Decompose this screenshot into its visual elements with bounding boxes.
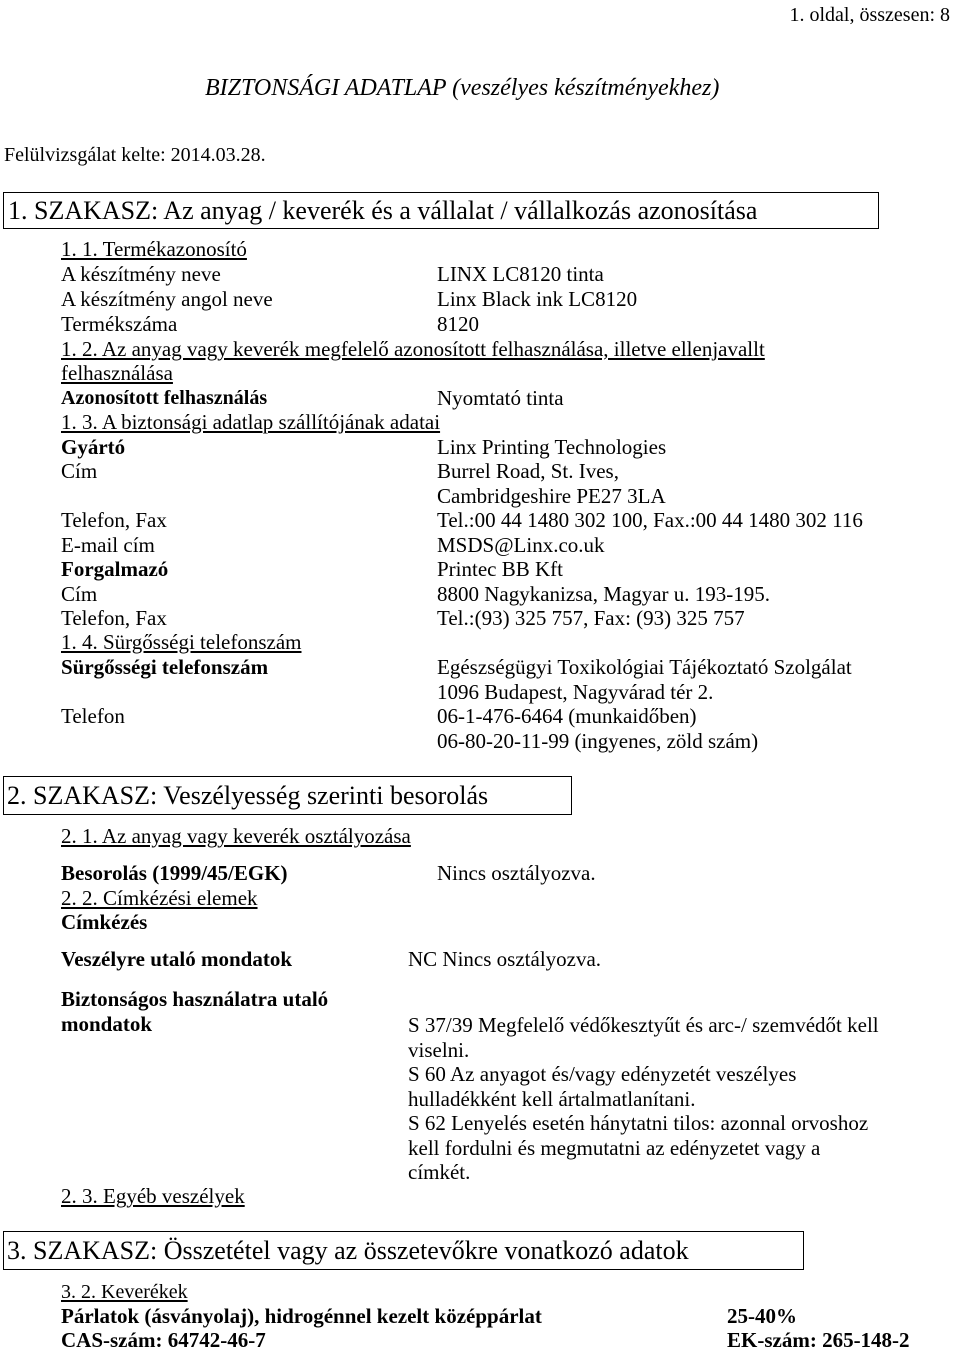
component-name: Párlatok (ásványolaj), hidrogénnel kezelt középpárlat: [61, 1304, 542, 1328]
subsection-2-2-title: 2. 2. Címkézési elemek: [61, 886, 258, 910]
page-counter: 1. oldal, összesen: 8: [789, 4, 950, 26]
phone-line-2: 06-80-20-11-99 (ingyenes, zöld szám): [437, 729, 759, 753]
ek-number: EK-szám: 265-148-2: [727, 1328, 910, 1352]
product-name-en-label: A készítmény angol neve: [61, 287, 273, 311]
address-label: Cím: [61, 459, 98, 483]
subsection-3-2-title: 3. 2. Keverékek: [61, 1281, 188, 1303]
cas-number: CAS-szám: 64742-46-7: [61, 1328, 266, 1352]
document-title: BIZTONSÁGI ADATLAP (veszélyes készítményekhez): [205, 75, 720, 101]
section-2-title: 2. SZAKASZ: Veszélyesség szerinti besorolás: [7, 781, 489, 810]
product-number-value: 8120: [437, 312, 479, 336]
distributor-label: Forgalmazó: [61, 557, 169, 581]
subsection-1-3-title: 1. 3. A biztonsági adatlap szállítójának adatai: [61, 410, 441, 434]
safety-phrase-line: S 37/39 Megfelelő védőkesztyűt és arc-/ szemvédőt kell: [408, 1013, 879, 1037]
safety-phrases-label-line2: mondatok: [61, 1012, 153, 1036]
manufacturer-value: Linx Printing Technologies: [437, 435, 667, 459]
subsection-1-2-title-line1: 1. 2. Az anyag vagy keverék megfelelő azonosított felhasználása, illetve ellenjavallt: [61, 337, 765, 361]
safety-phrase-line: S 62 Lenyelés esetén hánytatni tilos: azonnal orvoshoz: [408, 1111, 869, 1135]
distributor-address-label: Cím: [61, 582, 98, 606]
address-line-1: Burrel Road, St. Ives,: [437, 459, 619, 483]
safety-phrases-label-line1: Biztonságos használatra utaló: [61, 987, 329, 1011]
risk-phrases-label: Veszélyre utaló mondatok: [61, 947, 292, 971]
classification-label: Besorolás (1999/45/EGK): [61, 861, 288, 885]
subsection-1-4-title: 1. 4. Sürgősségi telefonszám: [61, 630, 302, 654]
phone-label: Telefon: [61, 704, 125, 728]
email-label: E-mail cím: [61, 533, 155, 557]
emergency-label: Sürgősségi telefonszám: [61, 655, 269, 679]
emergency-line-2: 1096 Budapest, Nagyvárad tér 2.: [437, 680, 714, 704]
phone-line-1: 06-1-476-6464 (munkaidőben): [437, 704, 697, 728]
safety-phrase-line: viselni.: [408, 1038, 470, 1062]
email-value: MSDS@Linx.co.uk: [437, 533, 605, 557]
labelling-label: Címkézés: [61, 910, 148, 934]
section-3-title: 3. SZAKASZ: Összetétel vagy az összetevőkre vonatkozó adatok: [7, 1236, 689, 1265]
component-percent: 25-40%: [727, 1304, 797, 1328]
subsection-2-1-title: 2. 1. Az anyag vagy keverék osztályozása: [61, 824, 411, 848]
section-1-title: 1. SZAKASZ: Az anyag / keverék és a vállalat / vállalkozás azonosítása: [8, 196, 758, 225]
safety-phrase-line: hulladékként kell ártalmatlanítani.: [408, 1087, 696, 1111]
safety-phrase-line: címkét.: [408, 1160, 471, 1184]
address-line-2: Cambridgeshire PE27 3LA: [437, 484, 666, 508]
distributor-address-value: 8800 Nagykanizsa, Magyar u. 193-195.: [437, 582, 771, 606]
manufacturer-label: Gyártó: [61, 435, 126, 459]
distributor-phone-value: Tel.:(93) 325 757, Fax: (93) 325 757: [437, 606, 745, 630]
phone-fax-label: Telefon, Fax: [61, 508, 167, 532]
identified-use-value: Nyomtató tinta: [437, 386, 564, 410]
subsection-1-1-title: 1. 1. Termékazonosító: [61, 237, 247, 261]
classification-value: Nincs osztályozva.: [437, 861, 596, 885]
product-name-en-value: Linx Black ink LC8120: [437, 287, 638, 311]
subsection-1-2-title-line2: felhasználása: [61, 361, 173, 385]
distributor-phone-label: Telefon, Fax: [61, 606, 167, 630]
safety-phrase-line: S 60 Az anyagot és/vagy edényzetét veszélyes: [408, 1062, 797, 1086]
identified-use-label: Azonosított felhasználás: [61, 387, 268, 409]
product-name-label: A készítmény neve: [61, 262, 221, 286]
distributor-value: Printec BB Kft: [437, 557, 563, 581]
revision-date: Felülvizsgálat kelte: 2014.03.28.: [4, 144, 266, 166]
section-2-heading: [3, 776, 572, 815]
risk-phrases-value: NC Nincs osztályozva.: [408, 947, 602, 971]
phone-fax-value: Tel.:00 44 1480 302 100, Fax.:00 44 1480 302 116: [437, 508, 863, 532]
subsection-2-3-title: 2. 3. Egyéb veszélyek: [61, 1184, 245, 1208]
product-name-value: LINX LC8120 tinta: [437, 262, 604, 286]
safety-phrase-line: kell fordulni és megmutatni az edényzetet vagy a: [408, 1136, 821, 1160]
emergency-line-1: Egészségügyi Toxikológiai Tájékoztató Szolgálat: [437, 655, 852, 679]
product-number-label: Termékszáma: [61, 312, 178, 336]
section-3-heading: [3, 1231, 804, 1270]
section-1-heading: [3, 192, 879, 229]
